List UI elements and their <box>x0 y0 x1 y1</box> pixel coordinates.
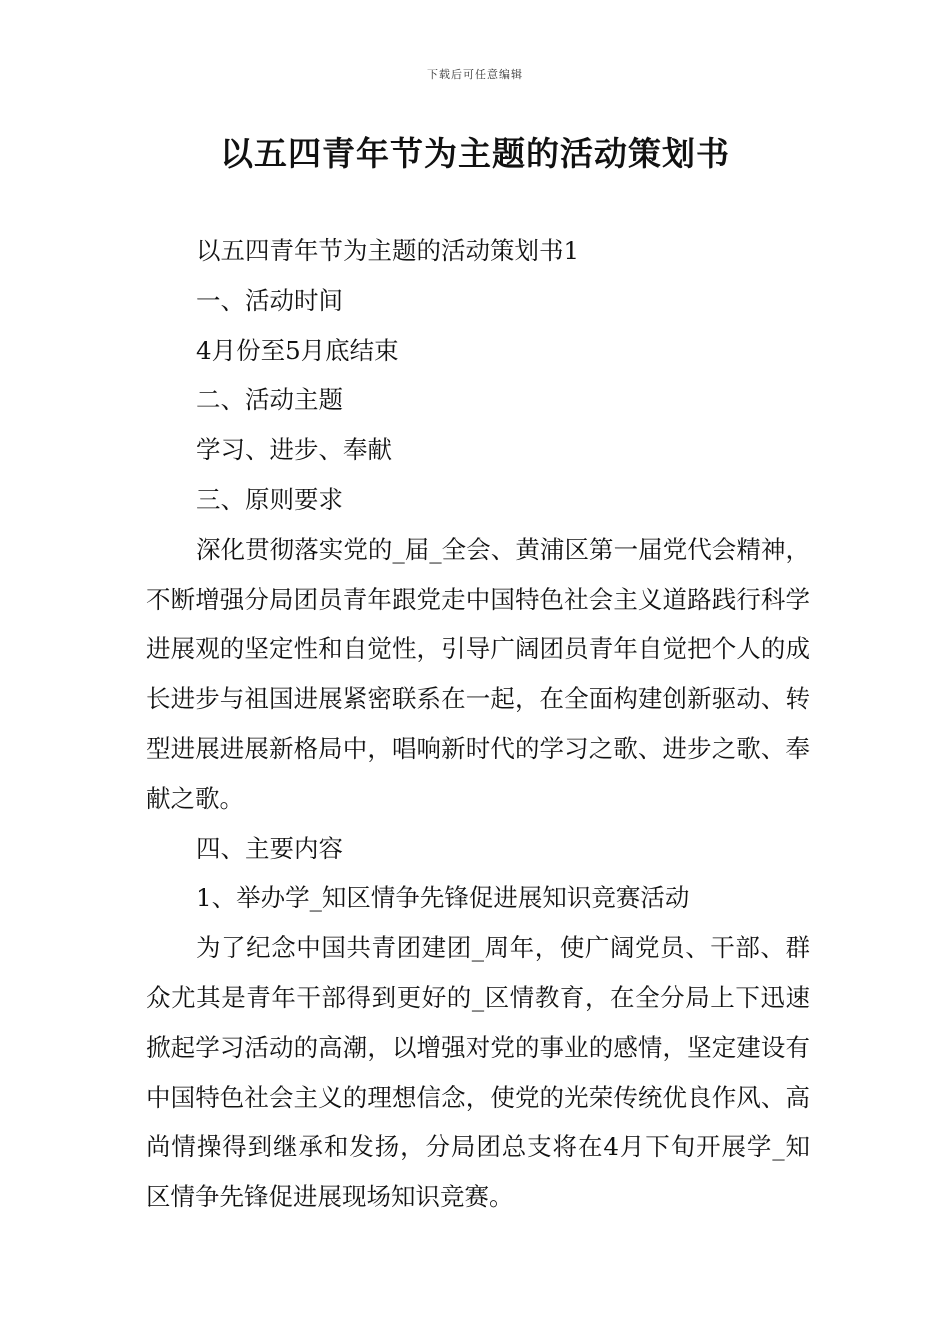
subheading-quiz-activity: 1、举办学_知区情争先锋促进展知识竞赛活动 <box>196 883 690 913</box>
paragraph-subtitle: 以五四青年节为主题的活动策划书1 <box>196 236 580 265</box>
page-header-note: 下载后可任意编辑 <box>427 68 523 81</box>
heading-principles: 三、原则要求 <box>196 484 343 514</box>
paragraph-activity-time: 4月份至5月底结束 <box>196 335 399 365</box>
paragraph-activity-theme: 学习、进步、奉献 <box>196 435 392 465</box>
paragraph-quiz-activity: 为了纪念中国共青团建团_周年，使广阔党员、干部、群众尤其是青年干部得到更好的_区情教育，在全分局上下迅速掀起学习活动的高潮，以增强对党的事业的感情，坚定建设有中国特色社会主义的理想信念，使党的光荣传统优良作风、高尚情操得到继承和发扬，分局团总支将在4月下旬开展学_知区情争先锋促进展现场知识竞赛。 <box>146 933 810 1212</box>
paragraph-principles: 深化贯彻落实党的_届_全会、黄浦区第一届党代会精神，不断增强分局团员青年跟党走中国特色社会主义道路践行科学进展观的坚定性和自觉性，引导广阔团员青年自觉把个人的成长进步与祖国进展紧密联系在一起，在全面构建创新驱动、转型进展进展新格局中，唱响新时代的学习之歌、进步之歌、奉献之歌。 <box>146 534 810 813</box>
document-title: 以五四青年节为主题的活动策划书 <box>220 134 730 173</box>
heading-activity-theme: 二、活动主题 <box>196 385 343 415</box>
document-body <box>146 226 810 1222</box>
heading-activity-time: 一、活动时间 <box>196 285 343 315</box>
heading-main-content: 四、主要内容 <box>196 833 343 863</box>
